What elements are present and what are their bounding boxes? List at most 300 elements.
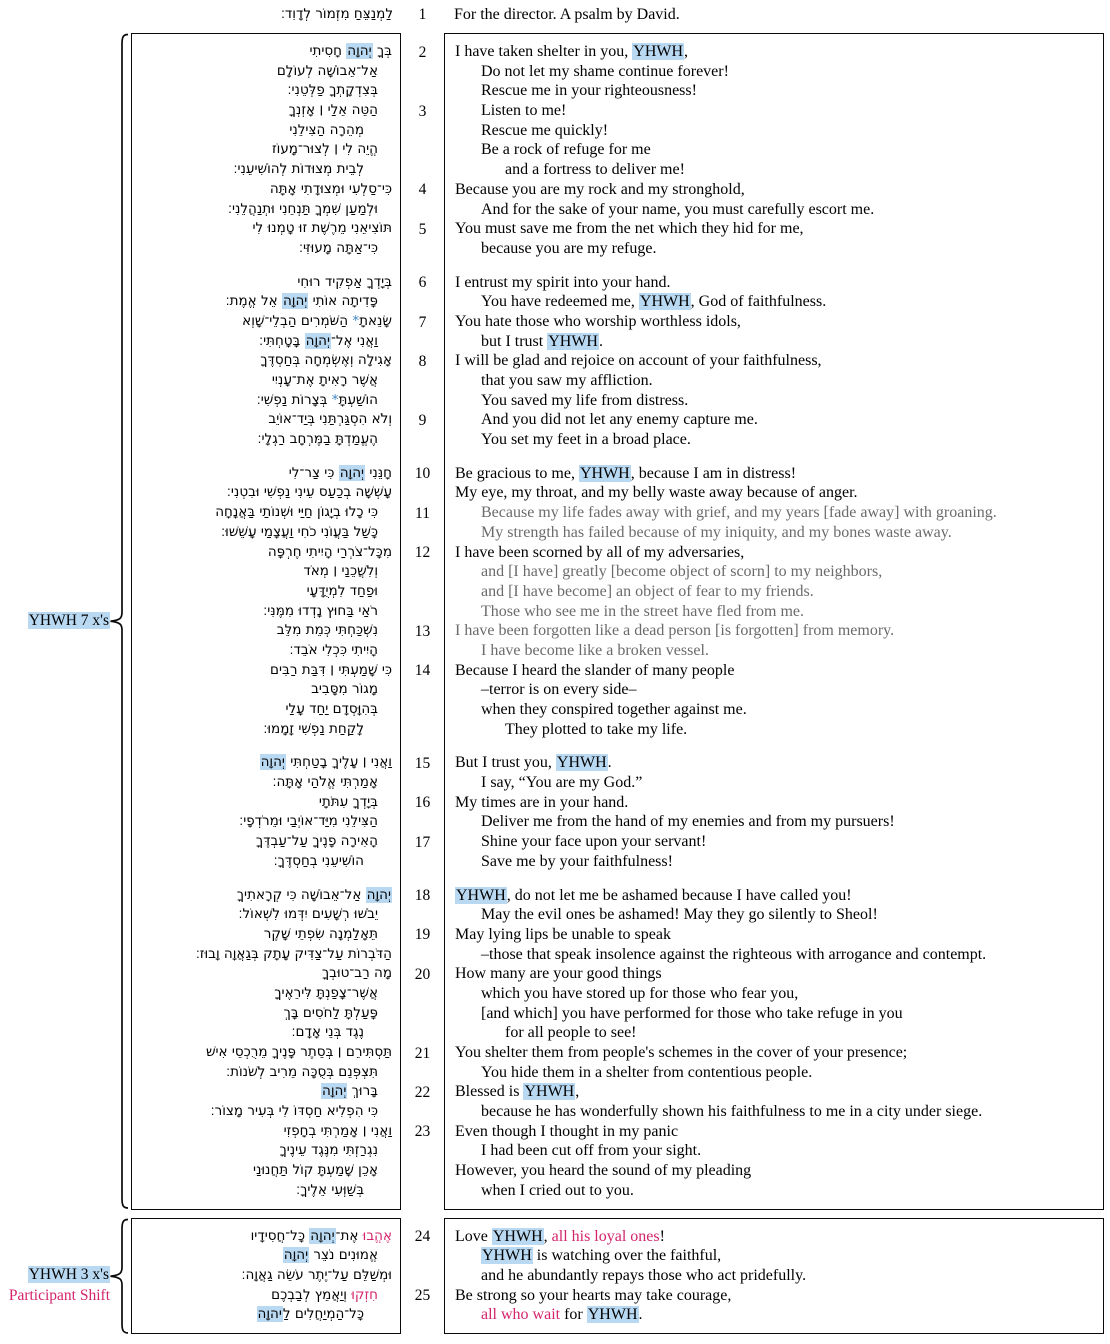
verse-number: 17: [414, 833, 431, 851]
hebrew-line-text: תִּצְפְּנֵם בְּסֻכָּה מֵרִיב לְשֹׁנוֹת׃: [226, 1063, 378, 1080]
english-line: because he has wonderfully shown his faithfulness to me in a city under siege.: [481, 1103, 983, 1121]
hebrew-line: [140, 582, 392, 602]
english-line: May the evil ones be ashamed! May they go silently to Sheol!: [481, 906, 878, 924]
hebrew-line-text: וַאֲנִי ׀ עָלֶיךָ בָטַחְתִּי יְהוָה: [260, 754, 392, 771]
hebrew-line-text: כָּל־הַמְיַחֲלִים לַיהוָה: [257, 1306, 364, 1323]
hebrew-line-text: יְהוָה אַל־אֵבוֹשָׁה כִּי קְרָאתִיךָ: [236, 886, 391, 903]
hebrew-line: [140, 700, 392, 720]
hebrew-line-text: אֱמוּנִים נֹצֵר יְהוָה: [283, 1247, 378, 1264]
english-line: I have become like a broken vessel.: [481, 641, 709, 659]
number-stanza: [401, 754, 444, 872]
hebrew-line: [140, 621, 392, 641]
hebrew-line: [140, 1082, 392, 1102]
hebrew-line: [140, 964, 392, 984]
verse-number: 24: [414, 1228, 431, 1246]
hebrew-line: [140, 312, 392, 332]
hebrew-line: [140, 852, 392, 872]
hebrew-line-text: כָּשַׁל בַּעֲוֹנִי כֹחִי וַעֲצָמַי עָשֵׁשׁוּ׃: [221, 523, 378, 540]
hebrew-line: [140, 753, 392, 773]
hebrew-line: [140, 905, 392, 925]
english-line: My times are in your hand.: [455, 793, 629, 811]
verse-number: [401, 431, 444, 451]
verse-number: [401, 774, 444, 794]
yhwh-highlight: יְהוָה: [305, 332, 330, 349]
hebrew-line-text: בְּיָדְךָ עִתֹּתָי: [318, 793, 378, 810]
hebrew-line-text: הַדֹּבְרוֹת עַל־צַדִּיק עָתָק בְּגַאֲוָה וָבוּז׃: [195, 945, 392, 962]
verse-number: [401, 563, 444, 583]
hebrew-line-text: חָנֵּנִי יְהוָה כִּי צַר־לִי: [288, 464, 392, 481]
text-critical-asterisk: *: [331, 391, 339, 408]
english-line: that you saw my affliction.: [481, 372, 653, 389]
hebrew-line: [140, 81, 392, 101]
english-stanza: [455, 273, 1093, 450]
english-line: I entrust my spirit into your hand.: [455, 273, 671, 291]
english-line: My eye, my throat, and my belly waste away because of anger.: [455, 484, 858, 502]
hebrew-line-text: בְּךָ יְהוָה חָסִיתִי: [309, 43, 392, 59]
hebrew-line-text: הָאִירָה פָנֶיךָ עַל־עַבְדֶּךָ: [255, 833, 378, 850]
verse-number: [401, 582, 444, 602]
hebrew-line: [140, 219, 392, 239]
hebrew-line-text: פָּעַלְתָּ לַחֹסִים בָּךְ: [283, 1004, 378, 1021]
english-line: May lying lips be unable to speak: [455, 925, 671, 943]
hebrew-line-text: בְּצִדְקָתְךָ פַלְּטֵנִי׃: [287, 82, 378, 99]
yhwh-highlight: YHWH: [456, 886, 506, 904]
verse-number: [401, 1063, 444, 1083]
hebrew-line-text: בָּרוּךְ יְהוָה: [322, 1083, 378, 1100]
english-line: –those that speak insolence against the righteous with arrogance and contempt.: [481, 945, 987, 963]
hebrew-line-text: וַאֲנִי אֶל־יְהוָה בָּטָחְתִּי׃: [259, 332, 378, 349]
hebrew-line-text: וְלִשֲׁכֵנַי ׀ מְאֹד: [303, 563, 378, 580]
hebrew-line: [140, 984, 392, 1004]
verse-number: [401, 985, 444, 1005]
hebrew-stanza: [140, 464, 392, 740]
hebrew-line: [140, 410, 392, 430]
hebrew-line: [140, 1141, 392, 1161]
yhwh-highlight: יְהוָה: [347, 43, 372, 59]
verse-number: 5: [418, 220, 427, 238]
hebrew-line-text: אֶהֱבוּ אֶת־יְהוָה כָּל־חֲסִידָיו: [250, 1227, 392, 1244]
bottom-section: [0, 1218, 1110, 1334]
verse-number: [401, 642, 444, 662]
hebrew-line-text: וּמְשַׁלֵּם עַל־יֶתֶר עֹשֵׂה גַאֲוָה׃: [241, 1266, 392, 1283]
verse-number: [401, 945, 444, 965]
hebrew-line: [140, 332, 392, 352]
hebrew-line: [140, 200, 392, 220]
english-line: –terror is on every side–: [481, 681, 637, 699]
yhwh-highlight: יְהוָה: [322, 1083, 347, 1100]
yhwh-highlight: יְהוָה: [282, 293, 308, 310]
english-line: for all people to see!: [505, 1024, 637, 1042]
hebrew-line: [140, 101, 392, 121]
hebrew-line-text: בְּיָדְךָ אַפְקִיד רוּחִי: [297, 273, 392, 290]
hebrew-line: [140, 925, 392, 945]
hebrew-line-text: מָגוֹר מִסָּבִיב: [311, 681, 378, 698]
verse-number: [401, 161, 444, 181]
hebrew-line-text: שָׂנֵאתָ* הַשֹּׁמְרִים הַבְלֵי־שָׁוְא: [242, 312, 392, 329]
english-text-box: [444, 33, 1104, 1210]
hebrew-line: [140, 832, 392, 852]
hebrew-line-text: הֶעֱמַדְתָּ בַמֶּרְחָב רַגְלָי׃: [257, 431, 378, 448]
english-line: I have been forgotten like a dead person [is forgotten] from memory.: [455, 622, 895, 640]
verse-number: 4: [418, 181, 427, 199]
english-line: You set my feet in a broad place.: [481, 431, 691, 449]
english-line: I have been scorned by all of my adversaries,: [455, 543, 745, 561]
hebrew-line: [140, 1043, 392, 1063]
hebrew-line-text: אֲשֶׁר־צָפַנְתָּ לִּירֵאֶיךָ: [274, 984, 378, 1001]
annotation-yhwh-7x: YHWH 7 x's: [28, 612, 109, 630]
hebrew-line-text: אֲשֶׁר רָאִיתָ אֶת־עָנְיִי: [271, 372, 378, 388]
hebrew-line-text: הַטֵּה אֵלַי ׀ אָזְנְךָ: [288, 102, 378, 119]
verse-number: 16: [414, 794, 431, 812]
verse-number: [401, 602, 444, 622]
hebrew-line-text: הוֹשִׁיעֵנִי בְחַסְדֶּךָ׃: [273, 852, 364, 869]
english-line: Listen to me!: [481, 102, 567, 120]
hebrew-line: [140, 1227, 392, 1247]
yhwh-highlight: יהוָה: [257, 1306, 282, 1323]
hebrew-line: [140, 140, 392, 160]
hebrew-line: [140, 464, 392, 484]
number-stanza: [401, 464, 444, 740]
yhwh-highlight: יְהוָה: [366, 886, 391, 903]
verse-number-gutter-bottom: [401, 1218, 444, 1326]
hebrew-line-text: חִזְקוּ וְיַאֲמֵץ לְבַבְכֶם: [271, 1286, 378, 1303]
hebrew-line: [140, 273, 392, 293]
verse-number: 10: [414, 465, 431, 483]
yhwh-highlight: YHWH: [482, 1247, 532, 1265]
verse-number: 15: [414, 754, 431, 772]
yhwh-highlight: YHWH: [556, 754, 607, 772]
english-line: And you did not let any enemy capture me.: [481, 411, 758, 429]
hebrew-line-text: כִּי כָלוּ בְיָגוֹן חַיַּי וּשְׁנוֹתַי בַּאֲנָחָה: [215, 504, 378, 521]
english-line: Blessed is YHWH,: [455, 1083, 580, 1101]
hebrew-line: [140, 720, 392, 740]
hebrew-line: [140, 351, 392, 371]
hebrew-line: [140, 180, 392, 200]
english-line: Because you are my rock and my stronghold,: [455, 180, 745, 198]
verse-number: [401, 239, 444, 259]
english-line: You must save me from the net which they hid for me,: [455, 220, 804, 238]
english-line: because you are my refuge.: [481, 239, 657, 257]
english-line: You hide them in a shelter from contentious people.: [481, 1063, 813, 1081]
verse-number: 14: [414, 662, 431, 680]
english-line: YHWH, do not let me be ashamed because I have called you!: [456, 886, 852, 904]
hebrew-line: [140, 430, 392, 450]
verse-number: 7: [418, 313, 427, 331]
hebrew-line-text: תֵּאָלַמְנָה שִׂפְתֵי שָׁקֶר: [263, 925, 378, 942]
hebrew-line-text: וּלְמַעַן שִׁמְךָ תַּנְחֵנִי וּתְנַהֲלֵנִי׃: [227, 200, 378, 217]
hebrew-stanza: [140, 886, 392, 1201]
english-stanza: [455, 42, 1093, 259]
verse-number: [401, 372, 444, 392]
english-line: Be gracious to me, YHWH, because I am in distress!: [455, 464, 797, 482]
verse-number: [401, 121, 444, 141]
hebrew-stanza: [140, 273, 392, 450]
hebrew-line: [140, 602, 392, 622]
english-line: when I cried out to you.: [481, 1181, 634, 1199]
hebrew-line: [140, 680, 392, 700]
hebrew-line: [140, 483, 392, 503]
verse-number: 6: [418, 274, 427, 292]
hebrew-text-box: [131, 33, 401, 1210]
hebrew-line-text: כִּי שָׁמַעְתִּי ׀ דִּבַּת רַבִּים: [270, 661, 392, 678]
verse-number: [401, 293, 444, 313]
yhwh-highlight: יְהוָה: [260, 754, 285, 771]
english-line: My strength has failed because of my iniquity, and my bones waste away.: [481, 523, 952, 541]
hebrew-line: [140, 523, 392, 543]
verse-number: 3: [418, 102, 427, 120]
english-stanza: [455, 464, 1093, 740]
hebrew-line: [140, 160, 392, 180]
english-line: You saved my life from distress.: [481, 391, 689, 409]
hebrew-line-text: פָּדִיתָה אוֹתִי יְהוָה אֵל אֱמֶת׃: [225, 293, 378, 310]
english-line: but I trust YHWH.: [481, 332, 603, 350]
annotation-participant-shift: Participant Shift: [8, 1286, 110, 1304]
english-line: Be strong so your hearts may take courage,: [455, 1286, 732, 1304]
annotation-yhwh-3x-participant-shift: [0, 1264, 110, 1306]
yhwh-highlight: YHWH: [548, 332, 598, 350]
verse-number: [401, 701, 444, 721]
english-line: Be a rock of refuge for me: [481, 141, 651, 159]
hebrew-line: [140, 661, 392, 681]
english-line: Because I heard the slander of many people: [455, 661, 735, 679]
hebrew-line: [140, 1286, 392, 1306]
title-row: [0, 5, 1110, 31]
number-stanza: [401, 43, 444, 260]
verse-number: [401, 813, 444, 833]
english-line: Love YHWH, all his loyal ones!: [455, 1227, 665, 1245]
hebrew-line-text: מִכָּל־צֹרְרַי הָיִיתִי חֶרְפָּה: [267, 543, 392, 560]
hebrew-text-box-bottom: [131, 1218, 401, 1334]
hebrew-line-text: הָיִיתִי כִּכְלִי אֹבֵד׃: [289, 641, 378, 658]
hebrew-line-text: נִגְרַזְתִּי מִנֶּגֶד עֵינֶיךָ: [279, 1142, 378, 1159]
english-line: Rescue me quickly!: [481, 121, 609, 139]
verse-number: 2: [418, 43, 427, 61]
participant-phrase: אֶהֱבוּ: [362, 1227, 392, 1244]
yhwh-highlight: YHWH: [587, 1306, 638, 1324]
hebrew-line: [140, 121, 392, 141]
hebrew-line: [140, 391, 392, 411]
english-text-box-bottom: [444, 1218, 1104, 1334]
english-stanza: [455, 1227, 1093, 1325]
yhwh-highlight: יְהוָה: [310, 1227, 335, 1244]
english-line: and a fortress to deliver me!: [505, 161, 685, 179]
participant-phrase: all his loyal ones: [551, 1227, 660, 1245]
verse-number: [401, 1004, 444, 1024]
english-line: You hate those who worship worthless idols,: [455, 312, 741, 330]
hebrew-line-text: וּפַחַד לִמְיֻדָּעָי: [306, 582, 378, 599]
verse-number: 19: [414, 926, 431, 944]
english-line: They plotted to take my life.: [505, 720, 688, 738]
yhwh-highlight: יְהוָה: [283, 1247, 309, 1264]
hebrew-line: [140, 292, 392, 312]
english-line: I had been cut off from your sight.: [481, 1142, 702, 1160]
english-line: And for the sake of your name, you must carefully escort me.: [481, 200, 875, 218]
hebrew-line: [140, 886, 392, 906]
english-psalm-title: For the director. A psalm by David.: [454, 6, 680, 23]
verse-number: [401, 906, 444, 926]
english-line: Those who see me in the street have fled from me.: [481, 602, 804, 620]
verse-number: [401, 484, 444, 504]
verse-number: 21: [414, 1044, 431, 1062]
hebrew-line-text: תּוֹצִיאֵנִי מֵרֶשֶׁת זוּ טָמְנוּ לִי: [252, 220, 392, 237]
hebrew-line: [140, 773, 392, 793]
hebrew-line-text: אַל־אֵבוֹשָׁה לְעוֹלָם: [276, 62, 378, 79]
verse-number: 13: [414, 622, 431, 640]
english-line: Shine your face upon your servant!: [481, 833, 707, 851]
verse-number: [401, 1162, 444, 1182]
english-line: Rescue me in your righteousness!: [481, 82, 697, 100]
yhwh-highlight: YHWH: [492, 1227, 543, 1245]
hebrew-line-text: אָמַרְתִּי אֱלֹהַי אָתָּה׃: [272, 774, 378, 791]
verse-number: [401, 1024, 444, 1044]
hebrew-line-text: הֱיֵה לִי ׀ לְצוּר־מָעוֹז: [271, 141, 378, 158]
hebrew-stanza: [140, 42, 392, 259]
verse-number: [401, 852, 444, 872]
hebrew-line-text: נִשְׁכַּחְתִּי כְּמֵת מִלֵּב: [276, 622, 378, 639]
yhwh-highlight: YHWH: [579, 464, 630, 482]
verse-number: [401, 1181, 444, 1201]
english-line: when they conspired together against me.: [481, 701, 747, 718]
verse-number: [401, 391, 444, 411]
verse-number: [401, 62, 444, 82]
verse-number-gutter: [401, 33, 444, 1201]
hebrew-line-text: וְלֹא הִסְגַּרְתַּנִי בְּיַד־אוֹיֵב: [268, 411, 392, 428]
hebrew-stanza: [140, 1227, 392, 1325]
hebrew-line: [140, 1063, 392, 1083]
yhwh-highlight: YHWH: [524, 1083, 575, 1101]
hebrew-line-text: יֵבֹשׁוּ רְשָׁעִים יִדְּמוּ לִשְׁאוֹל׃: [238, 906, 378, 923]
hebrew-line: [140, 793, 392, 813]
hebrew-line: [140, 1023, 392, 1043]
hebrew-line-text: מְהֵרָה הַצִּילֵנִי: [289, 121, 364, 138]
hebrew-line: [140, 812, 392, 832]
verse-number: [401, 141, 444, 161]
verse-number: 8: [418, 352, 427, 370]
number-stanza: [401, 886, 444, 1201]
hebrew-line: [140, 1122, 392, 1142]
hebrew-line: [140, 503, 392, 523]
hebrew-line-text: וַאֲנִי ׀ אָמַרְתִּי בְחָפְזִי: [283, 1122, 392, 1139]
hebrew-psalm-title: לַמְנַצֵּחַ מִזְמוֹר לְדָוִד׃: [280, 6, 393, 22]
hebrew-line: [140, 1102, 392, 1122]
english-line: You have redeemed me, YHWH, God of faithfulness.: [481, 293, 827, 311]
hebrew-line-text: כִּי־סַלְעִי וּמְצוּדָתִי אָתָּה: [269, 180, 392, 197]
english-line: I will be glad and rejoice on account of your faithfulness,: [455, 352, 822, 370]
verse-number: [401, 1306, 444, 1326]
hebrew-line: [140, 239, 392, 259]
english-line: and [I have become] an object of fear to my friends.: [481, 582, 814, 600]
hebrew-line-text: מָה רַב־טוּבְךָ: [321, 965, 392, 982]
annotation-yhwh-3x: YHWH 3 x's: [28, 1265, 109, 1283]
hebrew-line: [140, 641, 392, 661]
verse-number: [401, 1103, 444, 1123]
participant-phrase: חִזְקוּ: [351, 1286, 378, 1303]
participant-phrase: all who wait: [481, 1306, 561, 1324]
english-line: However, you heard the sound of my pleading: [455, 1162, 752, 1180]
number-stanza: [401, 1227, 444, 1325]
english-line: How many are your good things: [455, 965, 662, 983]
main-section: [0, 33, 1110, 1210]
verse-number-1: 1: [418, 6, 427, 23]
hebrew-line-text: בְּשַׁוְּעִי אֵלֶיךָ׃: [296, 1181, 364, 1198]
verse-number: 25: [414, 1287, 431, 1305]
english-line: and he abundantly repays those who act pridefully.: [481, 1266, 807, 1284]
english-line: [and which] you have performed for those who take refuge in you: [481, 1004, 903, 1022]
hebrew-line: [140, 562, 392, 582]
verse-number: 11: [415, 504, 430, 522]
hebrew-stanza: [140, 753, 392, 871]
hebrew-line: [140, 1181, 392, 1201]
hebrew-line-text: בְּהִוָּסְדָם יַחַד עָלַי: [285, 701, 378, 717]
verse-number: [401, 681, 444, 701]
hebrew-line: [140, 42, 392, 62]
hebrew-line: [140, 1305, 392, 1325]
hebrew-line-text: נֶגֶד בְּנֵי אָדָם׃: [291, 1024, 364, 1041]
hebrew-line-text: לָקַחַת נַפְשִׁי זָמָמוּ׃: [263, 720, 364, 737]
english-line: I have taken shelter in you, YHWH,: [455, 43, 689, 60]
hebrew-line-text: הוֹשַׁעְתָּ* בְּצָרוֹת נַפְשִׁי׃: [256, 391, 378, 408]
hebrew-line-text: לְבֵית מְצוּדוֹת לְהוֹשִׁיעֵנִי׃: [233, 161, 364, 178]
hebrew-line: [140, 945, 392, 965]
verse-number: [401, 332, 444, 352]
hebrew-line-text: כִּי־אַתָּה מָעוּזִּי׃: [298, 239, 378, 256]
hebrew-line: [140, 1004, 392, 1024]
hebrew-line: [140, 1246, 392, 1266]
verse-number: 20: [414, 965, 431, 983]
english-line: Do not let my shame continue forever!: [481, 62, 729, 80]
verse-number: [401, 1142, 444, 1162]
verse-number: [401, 1266, 444, 1286]
number-stanza: [401, 273, 444, 450]
english-line: You shelter them from people's schemes in the cover of your presence;: [455, 1044, 908, 1061]
hebrew-line-text: אָכֵן שָׁמַעְתָּ קוֹל תַּחֲנוּנַי: [252, 1162, 378, 1179]
hebrew-line: [140, 1266, 392, 1286]
english-line: Deliver me from the hand of my enemies and from my pursuers!: [481, 813, 895, 831]
hebrew-line: [140, 1161, 392, 1181]
verse-number: 12: [414, 544, 431, 562]
english-line: Because my life fades away with grief, and my years [fade away] with groaning.: [481, 504, 997, 522]
english-line: and [I have] greatly [become object of scorn] to my neighbors,: [481, 563, 883, 581]
english-stanza: [455, 886, 1093, 1201]
english-stanza: [455, 753, 1093, 871]
hebrew-line-text: אָגִילָה וְאֶשְׂמְחָה בְּחַסְדֶּךָ: [260, 352, 392, 369]
verse-number: 23: [414, 1123, 431, 1141]
verse-number: 22: [414, 1083, 431, 1101]
hebrew-line-text: תַּסְתִּירֵם ׀ בְּסֵתֶר פָּנֶיךָ מֵרֻכְסֵי אִישׁ: [205, 1044, 392, 1060]
hebrew-line: [140, 371, 392, 391]
verse-number: 9: [418, 411, 427, 429]
hebrew-line-text: רֹאַי בַּחוּץ נָדְדוּ מִמֶּנִּי׃: [263, 602, 378, 619]
english-line: But I trust you, YHWH.: [455, 754, 612, 772]
hebrew-line: [140, 62, 392, 82]
hebrew-line: [140, 543, 392, 563]
english-line: which you have stored up for those who fear you,: [481, 984, 799, 1002]
english-line: Even though I thought in my panic: [455, 1122, 679, 1140]
english-line: I say, “You are my God.”: [481, 774, 643, 792]
yhwh-highlight: YHWH: [633, 43, 684, 60]
english-line: all who wait for YHWH.: [481, 1306, 643, 1324]
yhwh-highlight: יְהוָה: [339, 464, 365, 481]
verse-number: [401, 82, 444, 102]
verse-number: [401, 200, 444, 220]
english-line: Save me by your faithfulness!: [481, 852, 673, 870]
hebrew-line-text: עָשְׁשָׁה בְכַעַס עֵינִי נַפְשִׁי וּבִטְנִי׃: [226, 484, 392, 501]
hebrew-line-text: כִּי הִפְלִיא חַסְדּוֹ לִי בְּעִיר מָצוֹר׃: [210, 1103, 378, 1120]
hebrew-line-text: הַצִּילֵנִי מִיַּד־אוֹיְבַי וּמֵרֹדְפָי׃: [239, 813, 378, 830]
verse-number: [401, 1247, 444, 1267]
verse-number: [401, 720, 444, 740]
verse-number: 18: [414, 887, 431, 905]
